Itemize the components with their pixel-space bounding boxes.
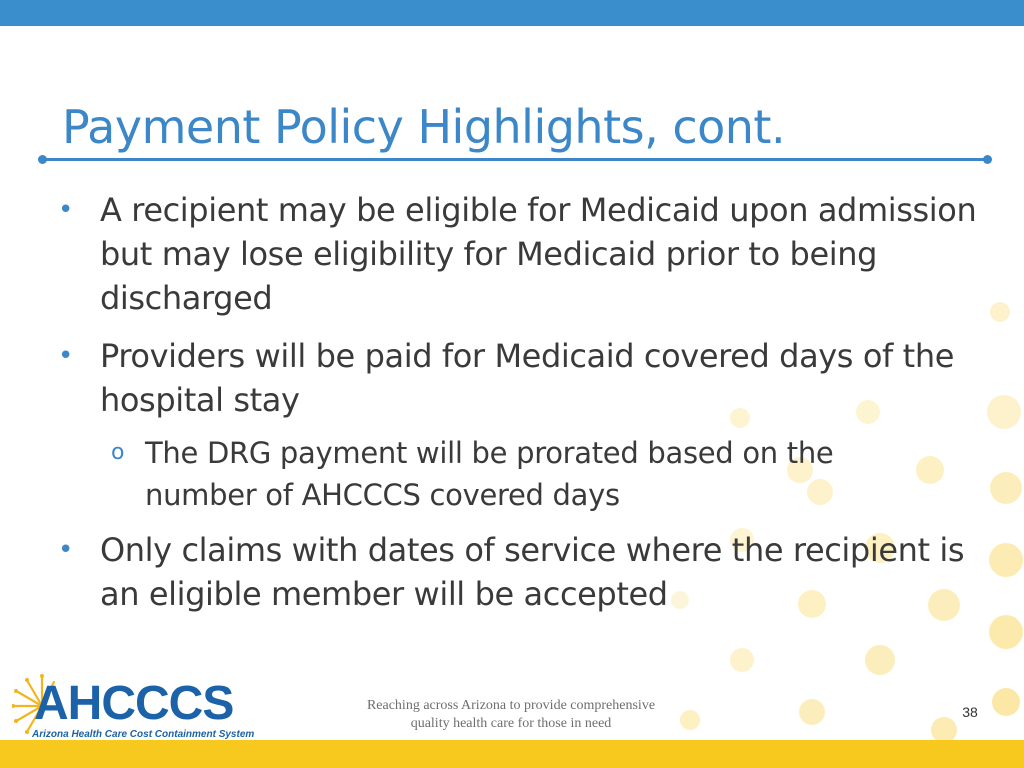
- bullet-text: Providers will be paid for Medicaid covered days of the hospital stay: [100, 337, 954, 419]
- sub-bullet-item: [111, 432, 905, 516]
- footer-tagline: [330, 697, 692, 733]
- sub-bullet-text: The DRG payment will be prorated based on the number of AHCCCS covered days: [145, 436, 834, 512]
- bullet-item: [58, 188, 990, 320]
- top-accent-bar: [0, 0, 1024, 26]
- ahcccs-logo: [12, 672, 255, 742]
- bullet-marker: •: [58, 535, 73, 565]
- bullet-text: Only claims with dates of service where the recipient is an eligible member will be accepted: [100, 531, 965, 613]
- bullet-marker: •: [58, 341, 73, 371]
- logo-wordmark: AHCCCS: [34, 677, 234, 730]
- title-underline: [42, 158, 988, 161]
- bullet-text: A recipient may be eligible for Medicaid upon admission but may lose eligibility for Medicaid prior to being discharged: [100, 191, 977, 317]
- sub-bullet-marker: o: [111, 440, 125, 465]
- tagline-line: quality health care for those in need: [410, 716, 612, 731]
- bullet-item: [58, 528, 990, 616]
- slide-title: Payment Policy Highlights, cont.: [62, 100, 786, 154]
- tagline-line: Reaching across Arizona to provide comprehensive: [366, 698, 656, 713]
- bullet-marker: •: [58, 195, 73, 225]
- logo-subtitle: Arizona Health Care Cost Containment System: [32, 729, 255, 740]
- bullet-item: [58, 334, 990, 422]
- page-number: 38: [962, 704, 978, 720]
- bottom-accent-bar: [0, 740, 1024, 768]
